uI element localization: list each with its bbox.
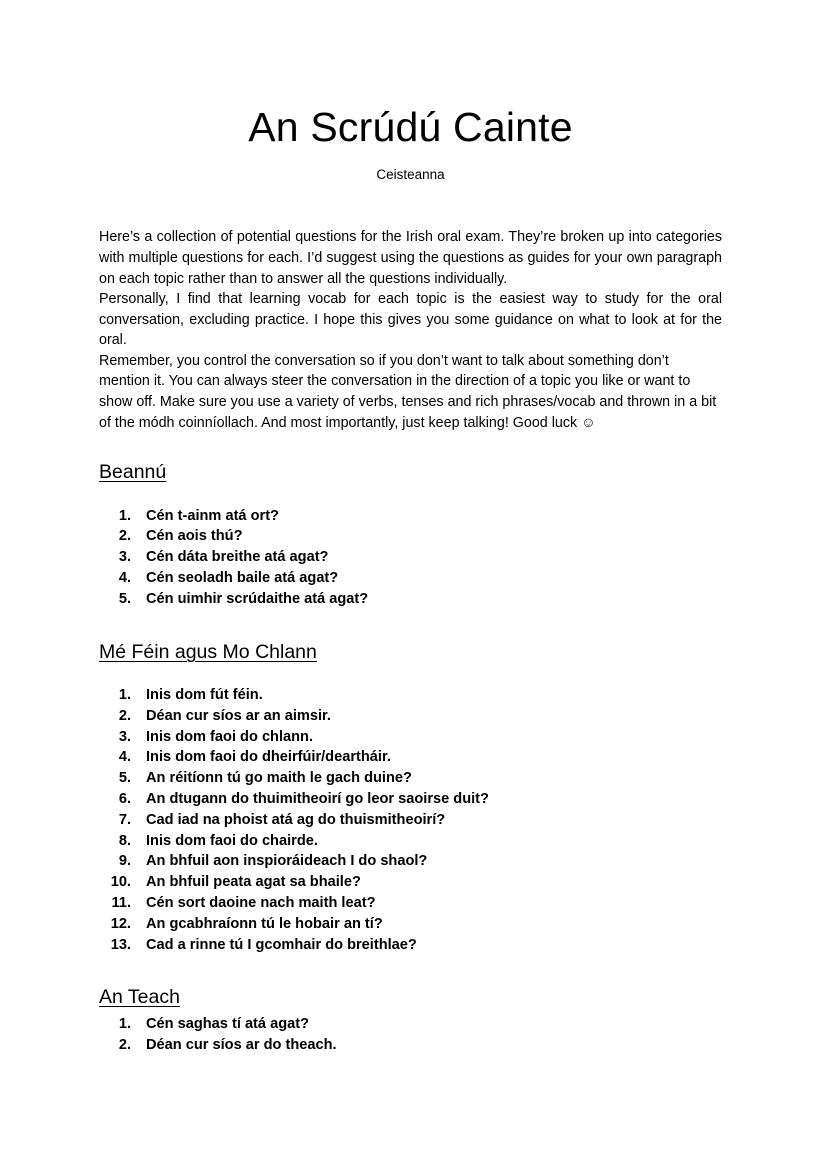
list-item-number: 9. <box>118 853 131 870</box>
list-item-number: 11. <box>111 894 131 911</box>
list-item <box>99 872 722 893</box>
list-item-label: Inis dom faoi do chlann. <box>146 728 314 745</box>
list-item-label: An dtugann do thuimitheoirí go leor saoirse duit? <box>146 790 489 807</box>
list-item-label: Cén sort daoine nach maith leat? <box>146 894 376 911</box>
list-item-label: Cén dáta breithe atá agat? <box>146 549 329 566</box>
list-item-label: Inis dom faoi do dheirfúir/deartháir. <box>146 749 391 766</box>
list-item-number: 8. <box>118 832 131 849</box>
smiley-face-icon: ☺ <box>581 414 596 431</box>
list-item <box>99 547 722 568</box>
list-item <box>99 789 722 810</box>
list-item <box>99 685 722 706</box>
list-item <box>99 935 722 956</box>
list-item <box>99 810 722 831</box>
list-item-label: Cén t-ainm atá ort? <box>146 507 279 524</box>
list-item-number: 7. <box>118 811 131 828</box>
page-title: An Scrúdú Cainte <box>248 104 573 150</box>
intro-paragraph-3-text: Remember, you control the conversation so if you don’t want to talk about something don’t mention it. You can always steer the conversation in the direction of a topic you like or want to show off. Make sure you use a variety of verbs, tenses and rich phrases/vocab and thrown in a bit of the módh coinníollach. And most importantly, just keep talking! Good luck <box>99 352 717 431</box>
section-heading-me-fein-agus-mo-chlann <box>99 640 722 664</box>
list-item-label: Cén uimhir scrúdaithe atá agat? <box>146 590 369 607</box>
list-item-label: Inis dom fút féin. <box>146 687 263 703</box>
question-list-an-teach <box>99 1014 722 1056</box>
list-item-label: Déan cur síos ar an aimsir. <box>146 707 331 724</box>
list-item <box>99 768 722 789</box>
list-item-label: Cad iad na phoist atá ag do thuismitheoirí? <box>146 811 446 828</box>
list-item-number: 10. <box>110 874 131 891</box>
list-item <box>99 1035 722 1056</box>
list-item-label: Cad a rinne tú I gcomhair do breithlae? <box>146 936 417 953</box>
question-list-me-fein-agus-mo-chlann <box>99 685 722 955</box>
intro-paragraph-3 <box>99 351 722 433</box>
list-item-number: 5. <box>118 590 131 607</box>
intro-paragraph-1: Here’s a collection of potential questions for the Irish oral exam. They’re broken up into categories with multiple questions for each. I’d suggest using the questions as guides for your own paragraph on each topic rather than to answer all the questions individually. <box>99 229 722 287</box>
question-list-beannu <box>99 506 722 610</box>
list-item <box>99 1014 722 1035</box>
list-item-label: Cén seoladh baile atá agat? <box>146 570 339 587</box>
list-item-label: Cén saghas tí atá agat? <box>146 1015 310 1032</box>
section-heading-an-teach-text: An Teach <box>99 986 180 1009</box>
list-item-number: 3. <box>118 728 131 745</box>
list-item-number: 1. <box>118 687 131 703</box>
list-item <box>99 589 722 610</box>
list-item-number: 5. <box>118 770 131 787</box>
list-item <box>99 893 722 914</box>
list-item <box>99 851 722 872</box>
list-item <box>99 747 722 768</box>
list-item-number: 1. <box>118 507 131 524</box>
introduction-block <box>99 227 722 433</box>
section-an-teach <box>99 985 722 1055</box>
intro-paragraph-2: Personally, I find that learning vocab for each topic is the easiest way to study for the oral conversation, excluding practice. I hope this gives you some guidance on what to look at for the oral. <box>99 291 722 349</box>
list-item-number: 13. <box>110 936 131 953</box>
list-item-number: 1. <box>118 1015 131 1032</box>
section-heading-beannu-text: Beannú <box>99 461 167 484</box>
list-item <box>99 568 722 589</box>
list-item-label: An gcabhraíonn tú le hobair an tí? <box>146 915 383 932</box>
list-item-label: An réitíonn tú go maith le gach duine? <box>146 770 412 787</box>
list-item-label: An bhfuil peata agat sa bhaile? <box>146 874 361 891</box>
section-heading-an-teach <box>99 985 722 1009</box>
list-item-number: 3. <box>118 549 131 566</box>
list-item <box>99 727 722 748</box>
list-item <box>99 506 722 527</box>
list-item-label: Inis dom faoi do chairde. <box>146 832 318 849</box>
list-item-label: An bhfuil aon inspioráideach I do shaol? <box>146 853 428 870</box>
section-me-fein-agus-mo-chlann <box>99 640 722 956</box>
list-item <box>99 526 722 547</box>
list-item-number: 2. <box>118 1036 131 1053</box>
list-item-number: 6. <box>118 790 131 807</box>
list-item-number: 2. <box>118 528 131 545</box>
section-heading-beannu <box>99 460 722 484</box>
list-item-number: 4. <box>118 749 131 766</box>
list-item-number: 2. <box>118 707 131 724</box>
list-item-label: Cén aois thú? <box>146 528 243 545</box>
section-beannu <box>99 460 722 609</box>
list-item <box>99 831 722 852</box>
list-item-label: Déan cur síos ar do theach. <box>146 1036 337 1053</box>
page-subtitle: Ceisteanna <box>376 167 445 183</box>
list-item-number: 4. <box>118 570 131 587</box>
list-item <box>99 914 722 935</box>
document-content <box>99 0 722 1055</box>
list-item-number: 12. <box>110 915 131 932</box>
list-item <box>99 706 722 727</box>
section-heading-me-fein-agus-mo-chlann-text: Mé Féin agus Mo Chlann <box>99 640 317 663</box>
